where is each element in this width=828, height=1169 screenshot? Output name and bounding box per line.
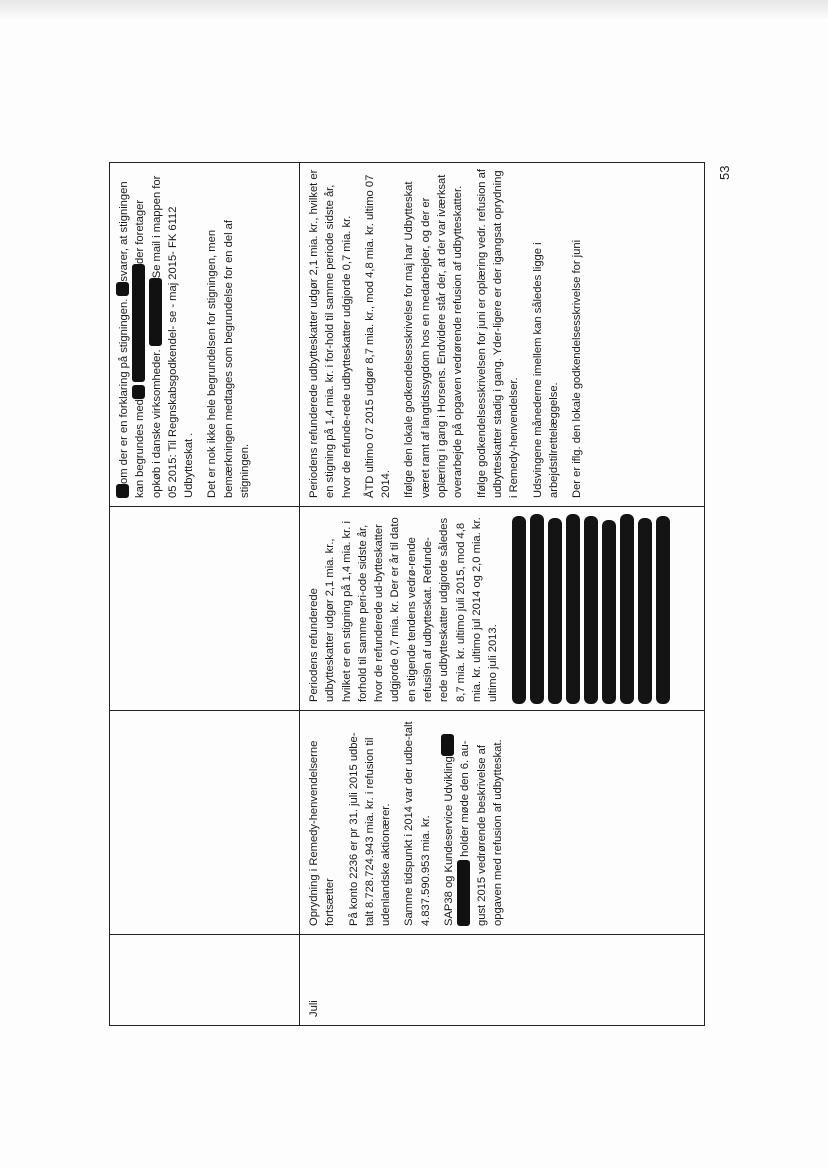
- observation-para3: SAP38 og Kundeservice Udvikling holder møde den 6. au- gust 2015 vedrørende beskrivelse af opgaven med refusion af udbytteskat.: [441, 719, 506, 926]
- scan-edge: [0, 0, 828, 20]
- redaction: [132, 264, 145, 382]
- redaction-block: [530, 514, 544, 704]
- page-number: 53: [717, 165, 732, 180]
- analysis-cell: [300, 507, 704, 711]
- month-cell: [300, 935, 704, 1025]
- comment-para6: Der er iflg. den lokale godkendelsesskrivelse for juni: [571, 239, 584, 498]
- table-row-2: [299, 162, 705, 1026]
- analysis-para1: Periodens refunderede udbytteskatter udgør 2,1 mia. kr., hvilket er en stigning på 1,4 mia. kr. i forhold til samme peri-ode sidste år, hvor de refunderede ud-bytteskatter udgjorde 0,7 mia. kr. Der er år til dato en stigende tendens vedrø-rende refusi9n af udbytteskat. Refunde-rede udbytteskatter udgjorde således 8,7 mia. kr. ultimo juli 2015, mod 4,8 mia. kr. ultimo jul 2014 og 2,0 mia. kr. ultimo juli 2013.: [308, 517, 500, 702]
- comment-para3: Ifølge den lokale godkendelsesskrivelse for maj har Udbytteskat været ramt af langtidssygdom hos en medarbejder, og der er oplæring i gang i Horsens. Endvidere står der, at der var iværksat overarbejde på opgaven vedrørende refusion af udbytteskatter.: [403, 174, 465, 498]
- redaction: [441, 734, 454, 756]
- redaction-block: [512, 516, 526, 704]
- redaction: [149, 278, 162, 346]
- redaction-block: [566, 514, 580, 704]
- observation-para2: Samme tidspunkt i 2014 var der udbe-talt 4.837.590.953 mia. kr.: [403, 721, 432, 926]
- comment-cell: [300, 161, 704, 507]
- redaction-block: [584, 516, 598, 704]
- redaction: [116, 484, 129, 498]
- redaction: [116, 282, 129, 296]
- redaction-block: [602, 520, 616, 704]
- redaction-block: [638, 518, 652, 704]
- observation-para1: På konto 2236 er pr 31. juli 2015 udbe-talt 8.728.724.943 mia. kr. i refusion til udenlandske aktionærer.: [347, 732, 393, 926]
- row1-comment-cell: [110, 161, 299, 507]
- comment-para2: ÅTD ultimo 07 2015 udgør 8,7 mia. kr., mod 4,8 mia. kr. ultimo 07 2014.: [363, 174, 393, 498]
- row1-observation-cell: [110, 711, 299, 935]
- row1-month-cell: [110, 935, 299, 1025]
- redaction: [132, 385, 145, 399]
- row1-comment-para2: Det er nok ikke hele begrundelsen for stigningen, men bemærkningen medtages som begrundelse for en del af stigningen.: [206, 220, 252, 498]
- observation-heading: Oprydning i Remedy-henvendelserne fortsætter: [308, 740, 337, 926]
- row1-comment-para1: om der er en forklaring på stigningen. svarer, at stigningen kan begrundes med der foretager opkøb i danske virksomheder. Se mail i mappen for 05 2015: Til Regnskabsgodkendel- se - maj 2015- FK 6112 Udbytteskat .: [118, 175, 196, 498]
- month-label: Juli: [308, 1000, 320, 1017]
- redaction: [457, 860, 470, 926]
- row1-analysis-cell: [110, 507, 299, 711]
- redaction-block: [548, 518, 562, 704]
- redaction-block: [620, 514, 634, 704]
- rotated-table: [109, 162, 705, 1026]
- table-row-1: [109, 162, 299, 1026]
- comment-para4: Ifølge godkendelsesskrivelsen for juni er oplæring vedr. refusion af udbytteskatter stadig i gang. Yder-ligere er der igangsat oprydning i Remedy-henvendelser.: [475, 169, 521, 498]
- comment-para5: Udsvingene månederne imellem kan således ligge i arbejdstilrettelæggelse.: [531, 242, 560, 498]
- observation-cell: [300, 711, 704, 935]
- comment-para1: Periodens refunderede udbytteskatter udgør 2,1 mia. kr., hvilket er en stigning på 1,4 mia. kr. i for-hold til samme periode sidste år, hvor de refunde-rede udbytteskatter udgjorde 0,7 mia. kr.: [308, 169, 353, 498]
- redaction-block: [656, 516, 670, 704]
